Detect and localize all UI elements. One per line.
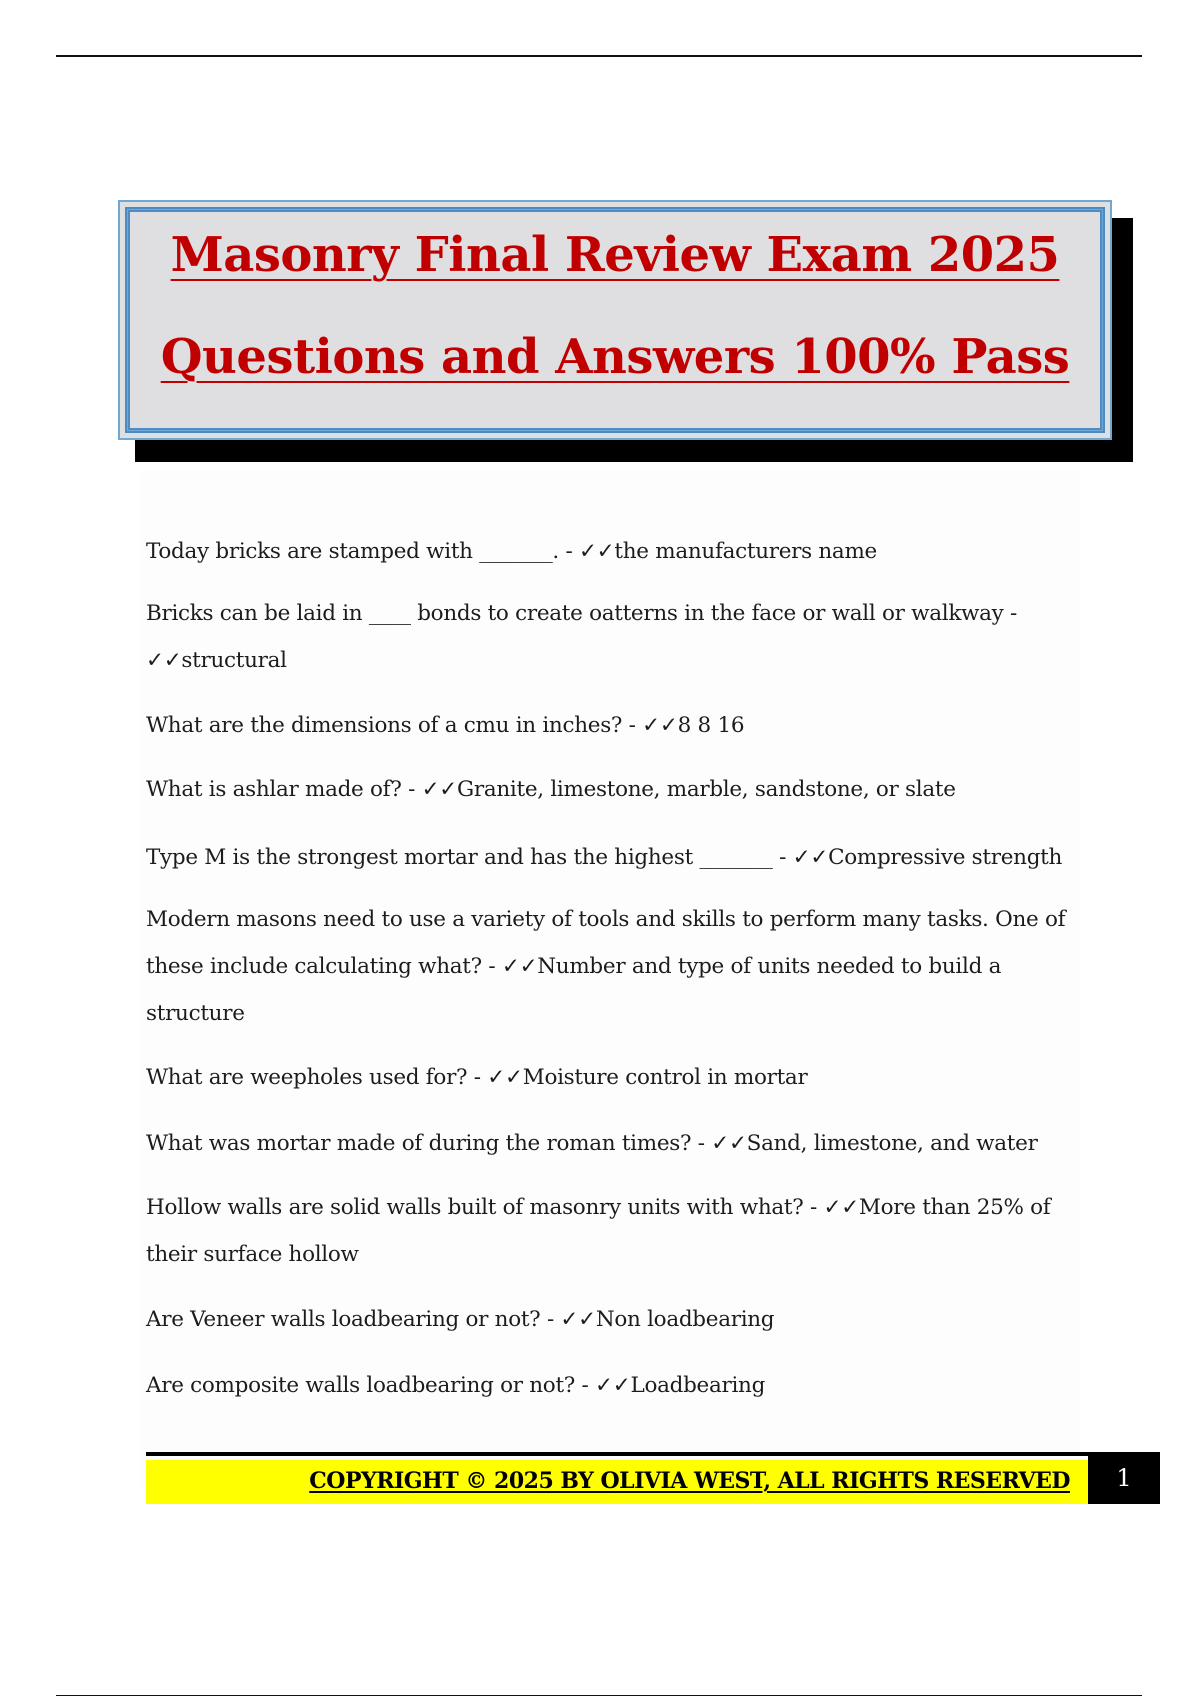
bottom-rule bbox=[56, 1695, 1142, 1696]
qa-item: Hollow walls are solid walls built of masonry units with what? - ✓✓More than 25% of their surface hollow bbox=[146, 1195, 1051, 1267]
qa-item: What was mortar made of during the roman times? - ✓✓Sand, limestone, and water bbox=[146, 1131, 1038, 1156]
qa-item: Bricks can be laid in ____ bonds to create oatterns in the face or wall or walkway - ✓✓structural bbox=[146, 601, 1018, 673]
qa-item: Are Veneer walls loadbearing or not? - ✓✓Non loadbearing bbox=[146, 1307, 775, 1332]
qa-item: Are composite walls loadbearing or not? - ✓✓Loadbearing bbox=[146, 1373, 766, 1398]
qa-item: What are the dimensions of a cmu in inches? - ✓✓8 8 16 bbox=[146, 713, 745, 738]
qa-item: Today bricks are stamped with _______. - ✓✓the manufacturers name bbox=[146, 539, 877, 564]
footer-banner bbox=[146, 1460, 1088, 1504]
title-banner bbox=[118, 200, 1112, 440]
qa-item: What are weepholes used for? - ✓✓Moisture control in mortar bbox=[146, 1065, 808, 1090]
qa-item: What is ashlar made of? - ✓✓Granite, limestone, marble, sandstone, or slate bbox=[146, 777, 956, 802]
document-title-line-2: Questions and Answers 100% Pass bbox=[160, 329, 1070, 385]
document-title-line-1: Masonry Final Review Exam 2025 bbox=[170, 227, 1060, 283]
footer-rule bbox=[146, 1452, 1088, 1456]
qa-item: Modern masons need to use a variety of tools and skills to perform many tasks. One of these include calculating what? - ✓✓Number and type of units needed to build a structure bbox=[146, 907, 1066, 1026]
page-number: 1 bbox=[1088, 1452, 1160, 1504]
copyright-notice: COPYRIGHT © 2025 BY OLIVIA WEST, ALL RIGHTS RESERVED bbox=[309, 1468, 1070, 1494]
top-rule bbox=[56, 55, 1142, 57]
qa-item: Type M is the strongest mortar and has the highest _______ - ✓✓Compressive strength bbox=[146, 845, 1063, 870]
